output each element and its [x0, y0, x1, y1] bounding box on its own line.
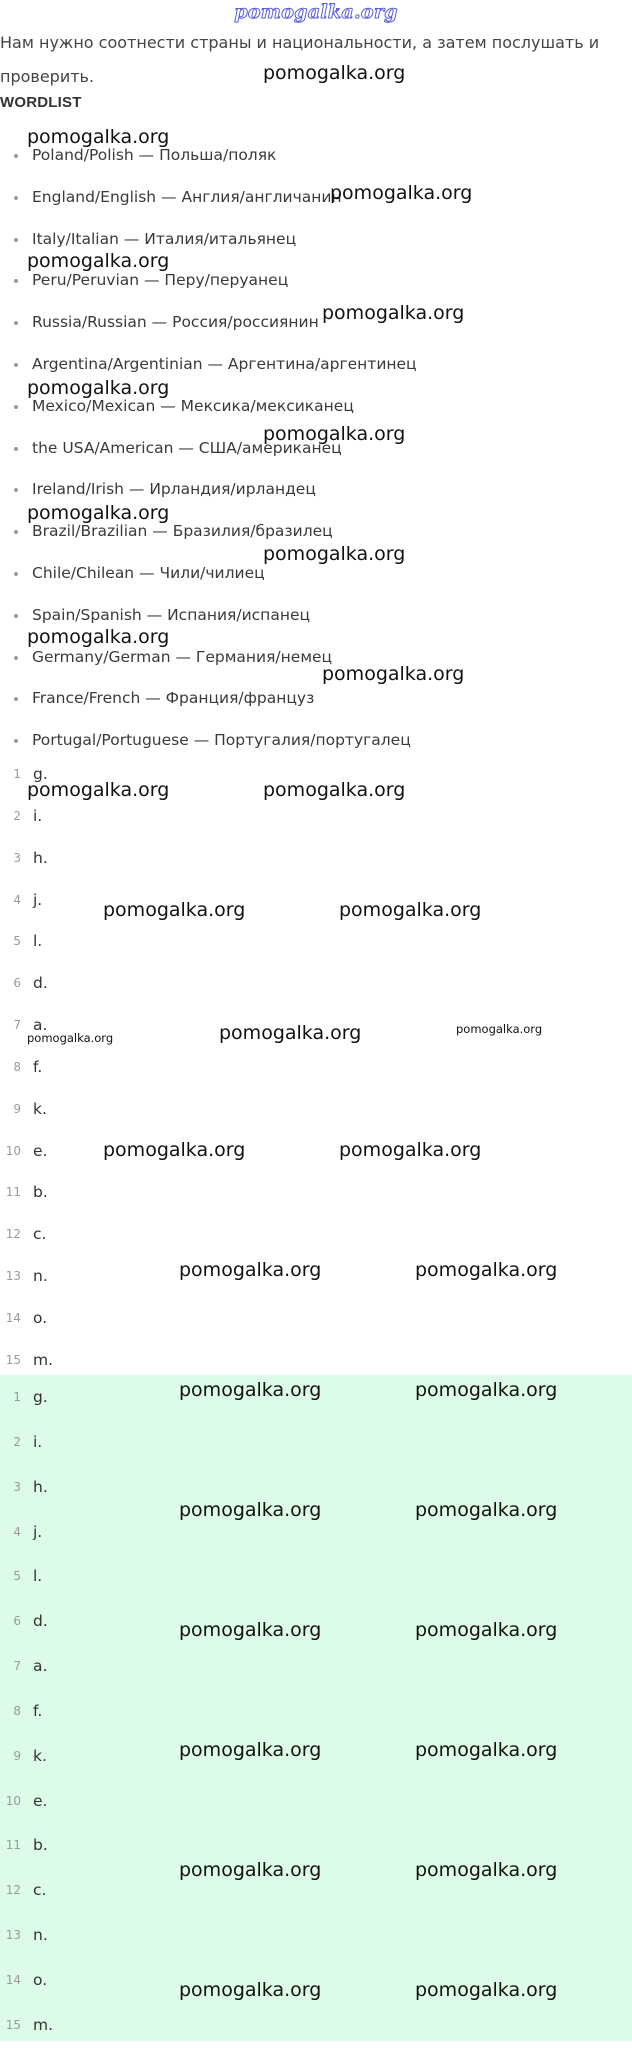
- wordlist-item-text: France/French — Франция/француз: [32, 689, 315, 708]
- answer-letter: k.: [33, 1746, 47, 1765]
- answer-row: [0, 1047, 632, 1089]
- answer-letter: k.: [33, 1099, 47, 1118]
- answer-row: [0, 1779, 632, 1824]
- answer-number: 11: [5, 1838, 21, 1853]
- wordlist-item-text: the USA/American — США/американец: [32, 438, 342, 457]
- watermark: pomogalka.org: [103, 899, 246, 921]
- answer-row: [0, 1554, 632, 1599]
- watermark: pomogalka.org: [415, 1739, 558, 1761]
- wordlist-item-text: Mexico/Mexican — Мексика/мексиканец: [32, 396, 354, 415]
- wordlist-item-text: Russia/Russian — Россия/россиянин: [32, 313, 319, 332]
- answer-letter: m.: [33, 1350, 54, 1369]
- answer-row: [0, 1644, 632, 1689]
- watermark: pomogalka.org: [339, 899, 482, 921]
- answer-letter: o.: [33, 1308, 48, 1327]
- watermark: pomogalka.org: [179, 1379, 322, 1401]
- answer-number: 1: [13, 1390, 21, 1404]
- answer-letter: i.: [33, 806, 43, 825]
- answer-row: [0, 1420, 632, 1465]
- answer-number: 8: [13, 1703, 21, 1718]
- answer-letter: j.: [33, 890, 43, 909]
- answer-row: [0, 921, 632, 963]
- answer-number: 8: [13, 1059, 21, 1074]
- answer-number: 15: [5, 2017, 21, 2032]
- answer-letter: c.: [33, 1881, 47, 1900]
- answer-letter: b.: [33, 1836, 48, 1855]
- answer-letter: g.: [33, 1388, 48, 1406]
- answer-number: 4: [13, 1524, 21, 1539]
- answer-letter: e.: [33, 1141, 48, 1160]
- answer-row: [0, 880, 632, 922]
- bullet-icon: [14, 363, 18, 367]
- answer-number: 12: [5, 1227, 21, 1242]
- answer-number: 15: [5, 1352, 21, 1367]
- bullet-icon: [14, 154, 18, 158]
- answer-number: 2: [13, 1434, 21, 1449]
- wordlist-item-text: Ireland/Irish — Ирландия/ирландец: [32, 480, 316, 499]
- answer-number: 11: [5, 1185, 21, 1200]
- watermark: pomogalka.org: [263, 423, 406, 445]
- answer-letter: m.: [33, 2015, 54, 2034]
- answer-number: 9: [13, 1748, 21, 1763]
- wordlist-item-text: England/English — Англия/англичанин: [32, 187, 342, 206]
- watermark: pomogalka.org: [179, 1979, 322, 2001]
- answer-row: [0, 1214, 632, 1256]
- answer-number: 6: [13, 1614, 21, 1629]
- bullet-icon: [14, 238, 18, 242]
- answer-letter: g.: [33, 765, 48, 783]
- answer-number: 3: [13, 1479, 21, 1494]
- answer-number: 5: [13, 934, 21, 949]
- answer-number: 4: [13, 892, 21, 907]
- wordlist-item-text: Brazil/Brazilian — Бразилия/бразилец: [32, 522, 333, 541]
- watermark: pomogalka.org: [27, 377, 170, 399]
- bullet-icon: [14, 279, 18, 283]
- answer-row: [0, 1089, 632, 1131]
- answer-list: [0, 754, 632, 1382]
- watermark: pomogalka.org: [263, 543, 406, 565]
- bullet-icon: [14, 656, 18, 660]
- watermark: pomogalka.org: [415, 1379, 558, 1401]
- watermark: pomogalka.org: [456, 1022, 543, 1036]
- bullet-icon: [14, 405, 18, 409]
- answer-letter: j.: [33, 1522, 43, 1541]
- bullet-icon: [14, 572, 18, 576]
- bullet-icon: [14, 697, 18, 701]
- answer-number: 13: [5, 1928, 21, 1943]
- answer-letter: f.: [33, 1057, 43, 1076]
- answer-number: 5: [13, 1569, 21, 1584]
- wordlist-item-text: Portugal/Portuguese — Португалия/португалец: [32, 731, 411, 750]
- wordlist-item-text: Argentina/Argentinian — Аргентина/аргентинец: [32, 354, 417, 373]
- site-logo[interactable]: pomogalka.org: [234, 1, 398, 23]
- answer-number: 7: [13, 1659, 21, 1674]
- answer-row: [0, 963, 632, 1005]
- answer-number: 14: [5, 1972, 21, 1987]
- answer-letter: n.: [33, 1267, 48, 1286]
- wordlist-item-text: Italy/Italian — Италия/итальянец: [32, 229, 297, 248]
- bullet-icon: [14, 739, 18, 743]
- answer-letter: l.: [33, 1567, 43, 1586]
- wordlist-item-text: Peru/Peruvian — Перу/перуанец: [32, 271, 289, 290]
- watermark: pomogalka.org: [179, 1259, 322, 1281]
- bullet-icon: [14, 196, 18, 200]
- watermark: pomogalka.org: [330, 182, 473, 204]
- watermark: pomogalka.org: [263, 779, 406, 801]
- watermark: pomogalka.org: [179, 1859, 322, 1881]
- bullet-icon: [14, 614, 18, 618]
- answer-letter: o.: [33, 1970, 48, 1989]
- answer-letter: e.: [33, 1791, 48, 1810]
- answer-letter: a.: [33, 1016, 48, 1035]
- answer-letter: c.: [33, 1225, 47, 1244]
- answer-number: 2: [13, 808, 21, 823]
- answer-number: 10: [5, 1793, 21, 1808]
- answer-number: 3: [13, 850, 21, 865]
- bullet-icon: [14, 488, 18, 492]
- bullet-icon: [14, 530, 18, 534]
- bullet-icon: [14, 321, 18, 325]
- watermark: pomogalka.org: [415, 1859, 558, 1881]
- answer-row: [0, 1689, 632, 1734]
- answer-letter: h.: [33, 848, 48, 867]
- answer-number: 13: [5, 1269, 21, 1284]
- answer-letter: b.: [33, 1183, 48, 1202]
- watermark: pomogalka.org: [179, 1619, 322, 1641]
- watermark: pomogalka.org: [415, 1979, 558, 2001]
- watermark: pomogalka.org: [322, 663, 465, 685]
- answer-row: [0, 1913, 632, 1958]
- answer-letter: f.: [33, 1701, 43, 1720]
- wordlist-item-text: Poland/Polish — Польша/поляк: [32, 146, 277, 164]
- intro-text: Нам нужно соотнести страны и национальности, а затем послушать и проверить.: [0, 33, 600, 86]
- answer-number: 7: [13, 1018, 21, 1033]
- answer-number: 14: [5, 1310, 21, 1325]
- answer-letter: n.: [33, 1926, 48, 1945]
- answer-row: [0, 1172, 632, 1214]
- answer-letter: h.: [33, 1477, 48, 1496]
- answer-key-box: [0, 1375, 632, 2041]
- answer-row: [0, 1298, 632, 1340]
- watermark: pomogalka.org: [179, 1739, 322, 1761]
- wordlist-item-text: Germany/German — Германия/немец: [32, 647, 333, 666]
- answer-number: 10: [5, 1143, 21, 1158]
- watermark: pomogalka.org: [179, 1499, 322, 1521]
- answer-row: [0, 1131, 632, 1173]
- watermark: pomogalka.org: [103, 1139, 246, 1161]
- answer-letter: d.: [33, 1612, 48, 1631]
- watermark: pomogalka.org: [339, 1139, 482, 1161]
- watermark: pomogalka.org: [415, 1619, 558, 1641]
- answer-number: 6: [13, 976, 21, 991]
- wordlist-item-text: Chile/Chilean — Чили/чилиец: [32, 563, 265, 582]
- answer-number: 1: [13, 767, 21, 781]
- wordlist-item-text: Spain/Spanish — Испания/испанец: [32, 605, 311, 624]
- watermark: pomogalka.org: [322, 302, 465, 324]
- answer-letter: i.: [33, 1432, 43, 1451]
- watermark: pomogalka.org: [415, 1259, 558, 1281]
- answer-row: [0, 796, 632, 838]
- watermark: pomogalka.org: [27, 502, 170, 524]
- watermark: pomogalka.org: [27, 250, 170, 272]
- watermark: pomogalka.org: [263, 62, 406, 84]
- watermark: pomogalka.org: [219, 1022, 362, 1044]
- watermark: pomogalka.org: [27, 1031, 114, 1045]
- watermark: pomogalka.org: [27, 779, 170, 801]
- watermark: pomogalka.org: [27, 626, 170, 648]
- answer-row: [0, 838, 632, 880]
- answer-number: 9: [13, 1101, 21, 1116]
- watermark: pomogalka.org: [27, 126, 170, 148]
- answer-letter: a.: [33, 1657, 48, 1676]
- answer-letter: d.: [33, 974, 48, 993]
- watermark: pomogalka.org: [415, 1499, 558, 1521]
- bullet-icon: [14, 447, 18, 451]
- wordlist-heading: WORDLIST: [0, 94, 82, 111]
- answer-number: 12: [5, 1883, 21, 1898]
- answer-letter: l.: [33, 932, 43, 951]
